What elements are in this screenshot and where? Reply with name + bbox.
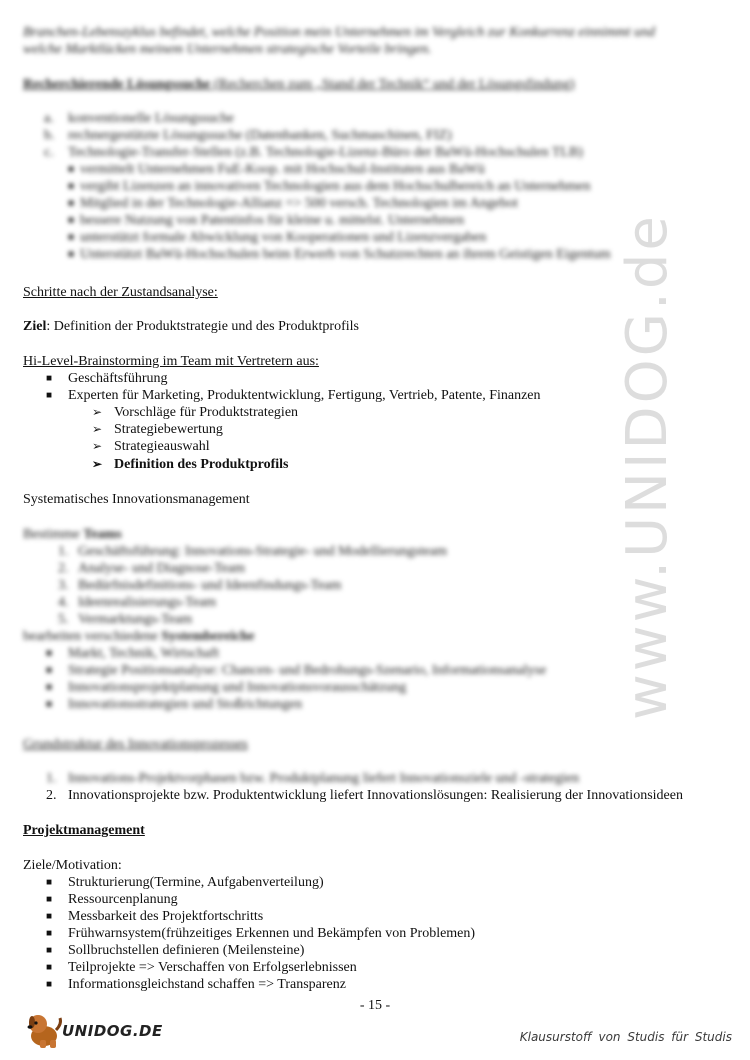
list-item: b. rechnergestützte Lösungssuche (Datenbanken, Suchmaschinen, FIZ) (44, 128, 452, 143)
dog-mascot-icon (24, 1010, 64, 1050)
teams-heading: Bestimme Teams (23, 527, 122, 542)
list-item: 3. Bedürfnisdefinitions- und Ideenfindungs-Team (58, 578, 342, 593)
footer-tagline: Klausurstoff von Studis für Studis (519, 1030, 732, 1044)
page-number: - 15 - (359, 998, 391, 1013)
list-item: 1. Innovations-Projektvorphasen bzw. Produktplanung liefert Innovationsziele und -strategien (46, 771, 580, 786)
list-item: 4. Ideenrealisierungs-Team (58, 595, 217, 610)
list-item: 5. Vermarktungs-Team (58, 612, 193, 627)
intro-line-2: welche Marktlücken meinem Unternehmen strategische Vorteile bringen. (23, 42, 432, 57)
structure-heading: Grundstruktur des Innovationsprozesses (23, 737, 248, 752)
areas-heading: bearbeiten verschiedene Systembereiche (23, 629, 255, 644)
unidog-logo (24, 1010, 163, 1050)
intro-line-1: Branchen-Lebenszyklus befindet, welche Position mein Unternehmen im Vergleich zur Konkurrenz einnimmt und (23, 25, 655, 40)
recherche-heading-bold: Recherchierende Lösungssuche (23, 77, 211, 92)
systematic-heading: Systematisches Innovationsmanagement (23, 492, 250, 507)
recherche-heading-rest: (Recherchen zum „Stand der Technik“ und der Lösungsfindung) (210, 77, 575, 92)
list-item: c. Technologie-Transfer-Stellen (z.B. Technologie-Lizenz-Büro der BaWü-Hochschulen TLB) (44, 145, 583, 160)
watermark (615, 80, 750, 720)
goal-text: : Definition der Produktstrategie und des Produktprofils (46, 319, 359, 334)
list-item: a. konventionelle Lösungssuche (44, 111, 235, 126)
logo-text: UNIDOG.DE (62, 1022, 163, 1040)
goals-label: Ziele/Motivation: (23, 858, 122, 873)
project-heading: Projektmanagement (23, 823, 145, 838)
goal-line (23, 318, 359, 335)
document-page: www.UNIDOG.de Branchen-Lebenszyklus befindet, welche Position mein Unternehmen im Vergleich zur Konkurrenz einnimmt und welche Marktlücken meinem Unternehmen strategische Vorteile bringen. Recherchierende Lösungssuche (Recherchen zum „Stand der Technik“ und der Lösungsfindung) a. konventionelle Lösungssuche b. rechnergestützte Lösungssuche (Datenbanken, Suchmaschinen, FIZ) c. Technologie-Transfer-Stellen (z.B. Technologie-Lizenz-Büro der BaWü-Hochschulen TLB) ■ vermittelt Unternehmen FuE-Koop. mit Hochschul-Instituten aus BaWü ■ vergibt Lizenzen an innovativen Technologien aus dem Hochschulbereich an Unternehmen ■ Mitglied in der Technologie-Allianz => 500 versch. Technologien im Angebot ■ bessere Nutzung von Patentinfos für kleine u. mittelst. Unternehmen ■ unterstützt formale Abwicklung von Kooperationen und Lizenzvergaben ■ Unterstützt BaWü-Hochschulen beim Erwerb von Schutzrechten an ihrem Geistigen Eigentum Schritte nach der Zustandsanalyse: Ziel: Definition der Produktstrategie und des Produktprofils Hi-Level-Brainstorming im Team mit Vertretern aus: ■ Geschäftsführung ■ Experten für Marketing, Produktentwicklung, Fertigung, Vertrieb, Patente, Finanzen ➢ Vorschläge für Produktstrategien ➢ Strategiebewertung ➢ Strategieauswahl ➢ Definition des Produktprofils Systematisches Innovationsmanagement Bestimme Teams 1. Geschäftsführung: Innovations-Strategie- und Modellierungsteam 2. Analyse- und Diagnose-Team 3. Bedürfnisdefinitions- und Ideenfindungs-Team 4. Ideenrealisierungs-Team 5. Vermarktungs-Team bearbeiten verschiedene Systembereiche ■ Markt, Technik, Wirtschaft ■ Strategie Positionsanalyse: Chancen- und Bedrohungs-Szenario, Informationsanalyse ■ Innovationsprojektplanung und Innovationsvorausschätzung ■ Innovationsstrategien und Stoßrichtungen Grundstruktur des Innovationsprozesses 1. Innovations-Projektvorphasen bzw. Produktplanung liefert Innovationsziele und -strategien 2. Innovationsprojekte bzw. Produktentwicklung liefert Innovationslösungen: Realisierung der Innovationsideen Projektmanagement Ziele/Motivation: ■ Strukturierung(Termine, Aufgabenverteilung) ■ Ressourcenplanung ■ Messbarkeit des Projektfortschritts ■ Frühwarnsystem(frühzeitiges Erkennen und Bekämpfen von Problemen) ■ Sollbruchstellen definieren (Meilensteine) ■ Teilprojekte => Verschaffen von Erfolgserlebnissen ■ Informationsgleichstand schaffen => Transparenz - 15 - UNIDOG.DE Klausurstoff von Studis für Studis (0, 0, 750, 1060)
watermark-text: www.UNIDOG.de (615, 213, 680, 720)
goal-label: Ziel (23, 319, 47, 334)
recherche-heading (23, 76, 575, 93)
process-step-2: 2. Innovationsprojekte bzw. Produktentwicklung liefert Innovationslösungen: Realisierung der Innovationsideen (46, 788, 683, 803)
steps-heading: Schritte nach der Zustandsanalyse: (23, 285, 218, 300)
list-item: 1. Geschäftsführung: Innovations-Strategie- und Modellierungsteam (58, 544, 447, 559)
brainstorm-heading: Hi-Level-Brainstorming im Team mit Vertretern aus: (23, 354, 319, 369)
list-item: 2. Analyse- und Diagnose-Team (58, 561, 245, 576)
